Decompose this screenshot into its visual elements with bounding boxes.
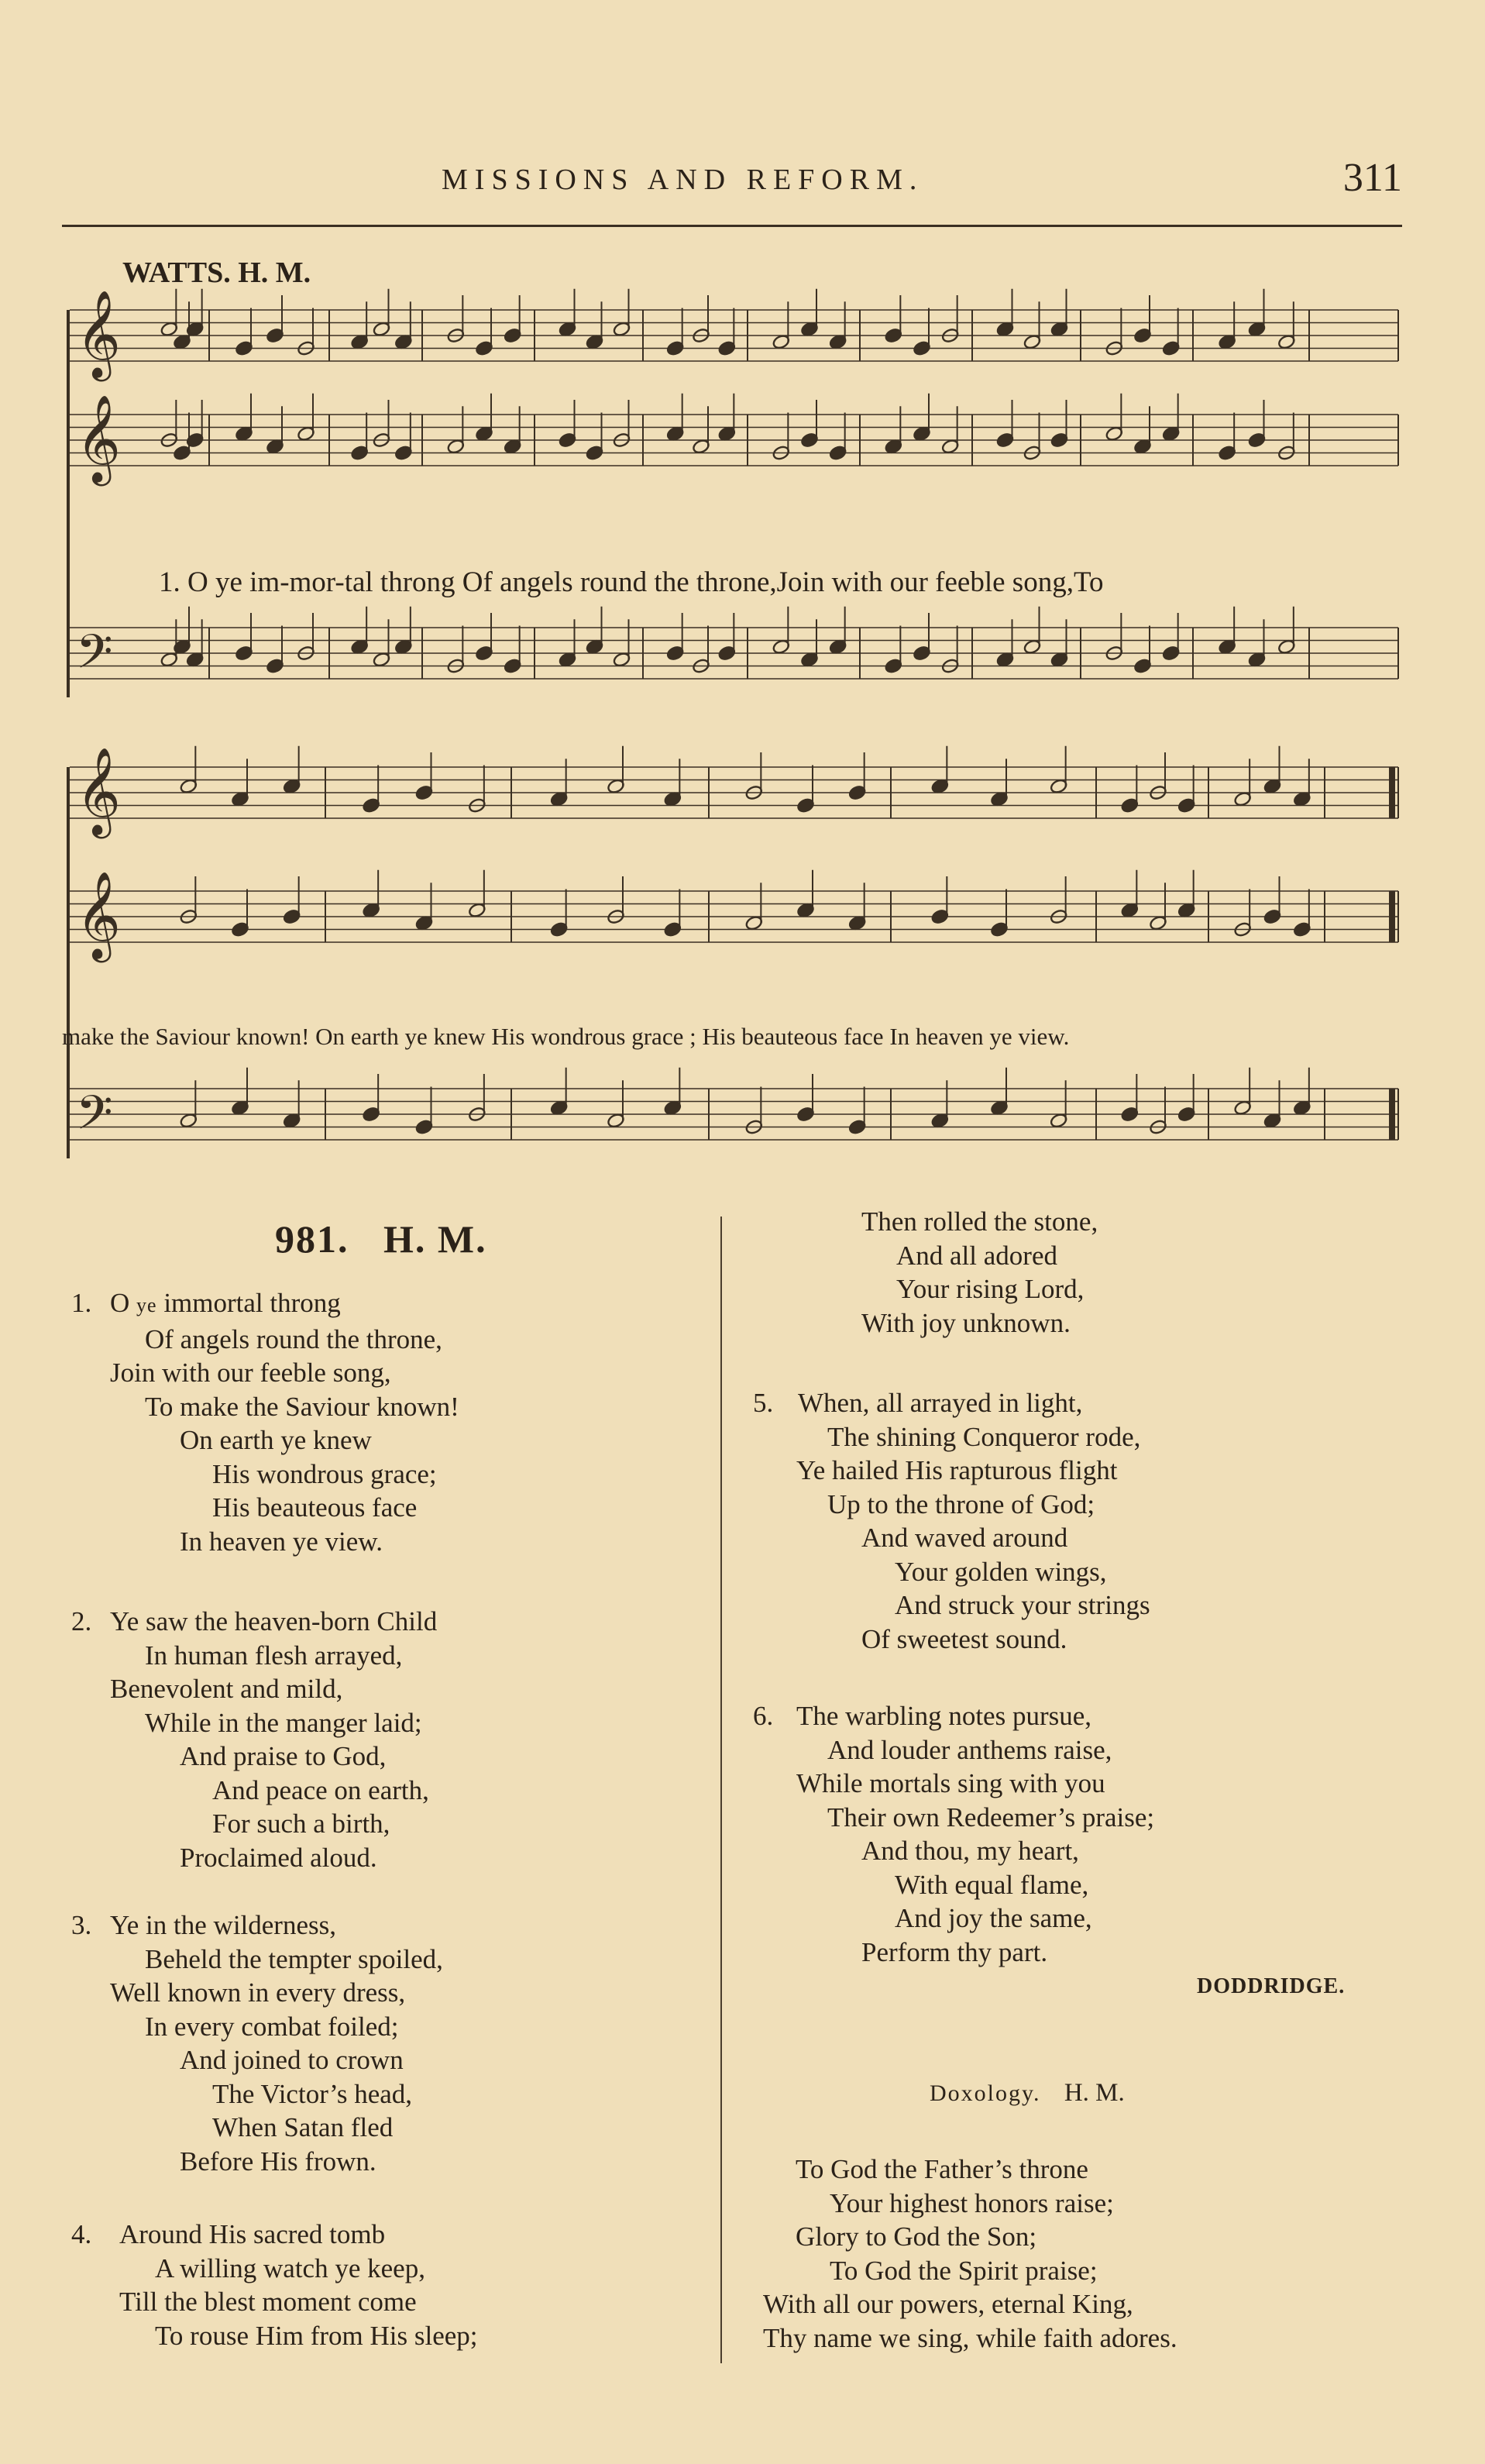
stanza-number: 3.: [71, 1910, 92, 1940]
doxology-title: [930, 2079, 1125, 2108]
doxology-line: Your highest honors raise;: [830, 2187, 1114, 2218]
hymn-meter: H. M.: [383, 1217, 487, 1261]
stanza-line: With joy unknown.: [861, 1307, 1071, 1338]
clef-icon: 𝄞: [76, 747, 121, 835]
doxology-line: To God the Spirit praise;: [830, 2255, 1098, 2286]
stanza-number: 5.: [753, 1388, 774, 1418]
stanza-line: Then rolled the stone,: [861, 1206, 1098, 1237]
stanza-line: And thou, my heart,: [861, 1836, 1079, 1866]
stanza-line: While mortals sing with you: [796, 1768, 1105, 1798]
clef-icon: 𝄞: [76, 290, 121, 378]
stanza-3: [71, 1908, 443, 2178]
stanza-line: Join with our feeble song,: [110, 1358, 391, 1388]
stanza-line: On earth ye knew: [180, 1425, 372, 1455]
stanza-line: When, all arrayed in light,: [798, 1388, 1083, 1418]
doxology-line: Thy name we sing, while faith adores.: [763, 2322, 1177, 2353]
stanza-number: 2.: [71, 1606, 92, 1636]
stanza-4: [71, 2218, 478, 2352]
stanza-line: The Victor’s head,: [212, 2078, 413, 2109]
stanza-line: And struck your strings: [895, 1590, 1150, 1620]
final-barline: [1389, 891, 1395, 942]
stanza-line: Proclaimed aloud.: [180, 1842, 377, 1873]
stanza-2: [71, 1605, 437, 1874]
music-score: [62, 256, 1402, 1170]
stanza-line: His beauteous face: [212, 1492, 418, 1523]
tune-name: WATTS. H. M.: [122, 256, 311, 289]
stanza-line: Ye hailed His rapturous flight: [796, 1455, 1118, 1485]
stanza-line: And joy the same,: [895, 1903, 1092, 1933]
header-rule: [62, 225, 1402, 227]
stanza-line: To make the Saviour known!: [145, 1391, 459, 1422]
doxology-text: [763, 2153, 1177, 2355]
stanza-line: Of angels round the throne,: [145, 1323, 442, 1354]
stanza-line: Your golden wings,: [895, 1556, 1107, 1587]
clef-icon: 𝄞: [76, 871, 121, 959]
stanza-line: A willing watch ye keep,: [155, 2252, 425, 2283]
doxology-line: With all our powers, eternal King,: [763, 2289, 1133, 2319]
stanza-line: When Satan fled: [212, 2112, 394, 2142]
lyrics-line-1: 1. O ye im-mor-tal throng Of angels round the throne,Join with our feeble song,To: [159, 566, 1104, 598]
clef-icon: 𝄢: [76, 1086, 113, 1152]
stanza-number: 6.: [753, 1701, 774, 1731]
stanza-6: [753, 1699, 1154, 1969]
stanza-line: Ye saw the heaven-born Child: [110, 1606, 438, 1636]
stanza-line: Of sweetest sound.: [861, 1623, 1067, 1654]
stanza-line: The shining Conqueror rode,: [827, 1421, 1141, 1452]
stanza-line: Well known in every dress,: [110, 1977, 406, 2008]
stanza-line: And peace on earth,: [212, 1774, 429, 1805]
stanza-line: And praise to God,: [180, 1741, 387, 1771]
stanza-line: Around His sacred tomb: [119, 2219, 386, 2249]
lyrics-line-2: make the Saviour known! On earth ye knew His wondrous grace ; His beauteous face In heaven ye view.: [62, 1023, 1070, 1050]
stanza-4-continued: [861, 1205, 1098, 1340]
doxology-word: Doxology.: [930, 2080, 1041, 2106]
stanza-line: Their own Redeemer’s praise;: [827, 1802, 1155, 1833]
stanza-line: In human flesh arrayed,: [145, 1640, 403, 1671]
page-number: 311: [1342, 156, 1402, 200]
stanza-1: [71, 1286, 459, 1558]
stanza-line: And all adored: [896, 1240, 1057, 1271]
final-barline: [1389, 1089, 1395, 1140]
stanza-line: With equal flame,: [895, 1869, 1089, 1900]
doxology-meter: H. M.: [1064, 2079, 1125, 2107]
stanza-line: Before His frown.: [180, 2146, 376, 2177]
stanza-line: And louder anthems raise,: [827, 1734, 1112, 1765]
clef-icon: 𝄢: [76, 625, 113, 691]
stanza-number: 1.: [71, 1288, 92, 1318]
stanza-line: Till the blest moment come: [119, 2287, 417, 2317]
running-title: MISSIONS AND REFORM.: [442, 163, 924, 196]
clef-icon: 𝄞: [76, 394, 121, 483]
final-barline: [1389, 767, 1395, 818]
column-divider: [720, 1217, 722, 2363]
doxology-line: Glory to God the Son;: [796, 2221, 1037, 2252]
stanza-5: [753, 1386, 1150, 1656]
stanza-line: Ye in the wilderness,: [110, 1910, 336, 1940]
stanza-line: And waved around: [861, 1523, 1068, 1553]
stanza-line: And joined to crown: [180, 2045, 404, 2075]
hymn-number-value: 981.: [275, 1217, 349, 1261]
stanza-number: 4.: [71, 2219, 92, 2249]
stanza-line: Up to the throne of God;: [827, 1488, 1095, 1519]
stanza-line: In heaven ye view.: [180, 1526, 383, 1557]
stanza-line: O ye immortal throng: [110, 1288, 341, 1318]
stanza-line: His wondrous grace;: [212, 1458, 437, 1489]
stanza-line: The warbling notes pursue,: [796, 1701, 1092, 1731]
page-header: [62, 155, 1402, 209]
hymn-number: [275, 1217, 487, 1261]
stanza-line: Your rising Lord,: [896, 1274, 1085, 1304]
stanza-line: Beheld the tempter spoiled,: [145, 1943, 443, 1974]
stanza-line: For such a birth,: [212, 1808, 390, 1839]
stanza-line: While in the manger laid;: [145, 1707, 422, 1738]
doxology-line: To God the Father’s throne: [796, 2154, 1088, 2184]
stanza-line: To rouse Him from His sleep;: [155, 2320, 478, 2351]
stanza-line: Benevolent and mild,: [110, 1674, 343, 1704]
author-attribution: DODDRIDGE.: [1197, 1974, 1346, 1998]
stanza-line: In every combat foiled;: [145, 2011, 399, 2042]
stanza-line: Perform thy part.: [861, 1936, 1048, 1967]
